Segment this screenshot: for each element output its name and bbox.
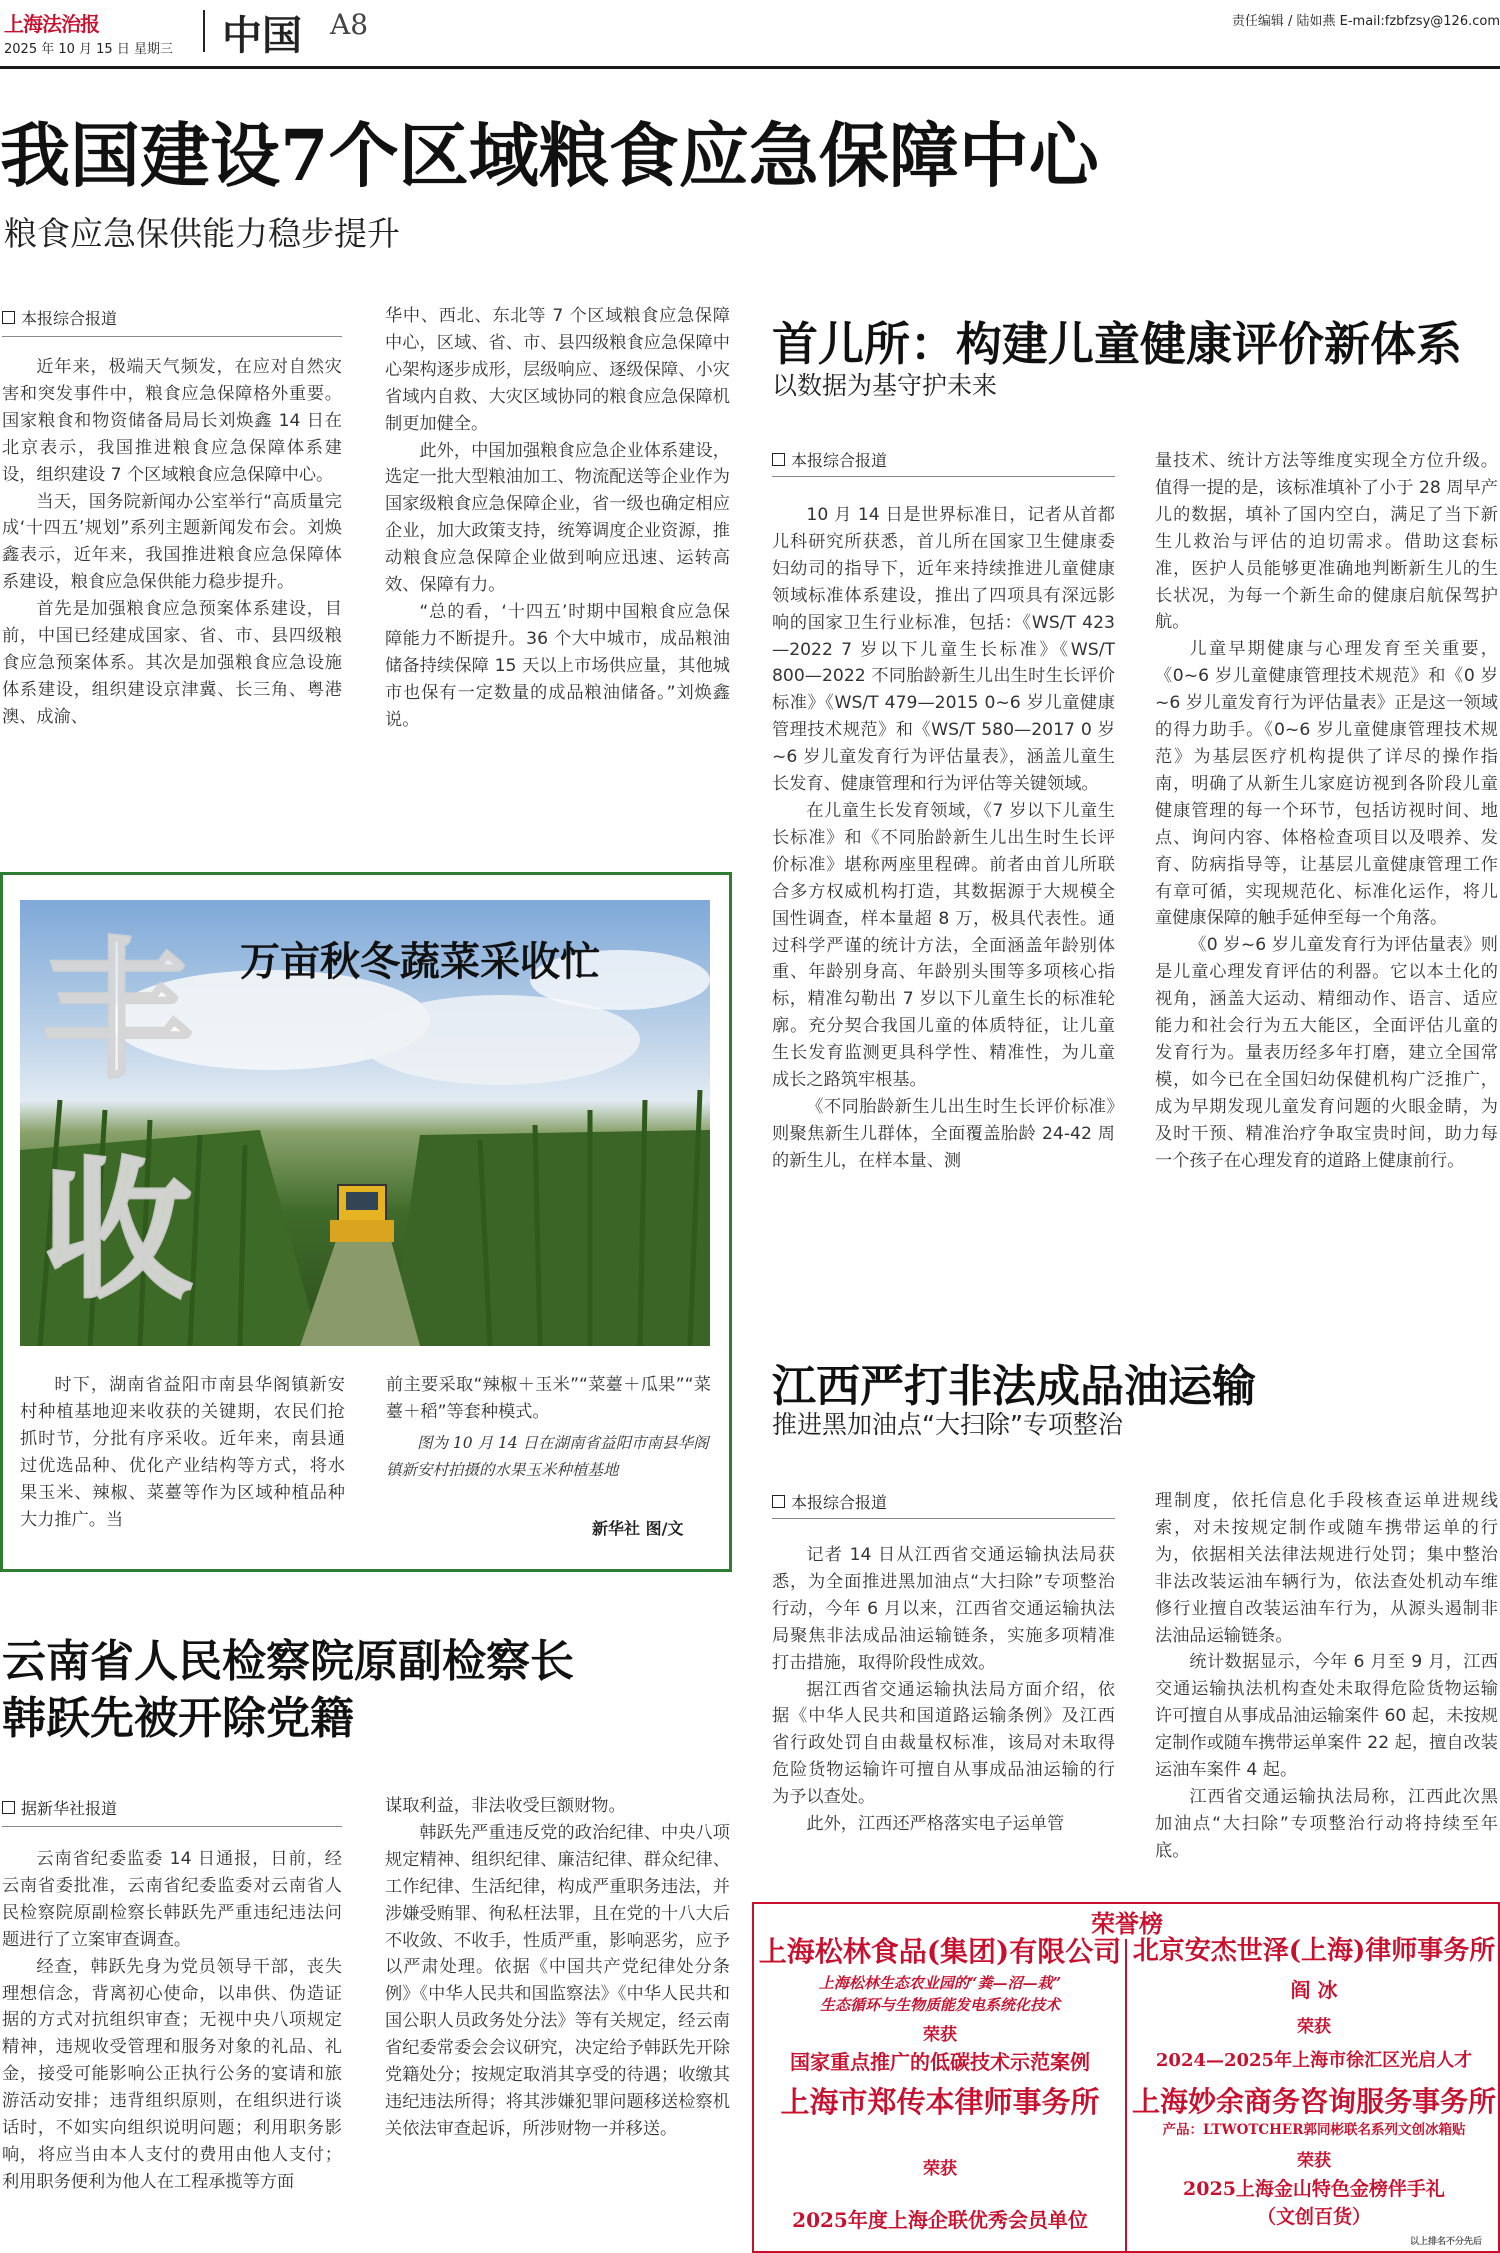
lead-column-2 [385,303,730,818]
children-subhead: 以数据为基守护未来 [772,371,998,400]
ad-2-award: 荣获 [1297,2017,1331,2037]
lead-byline [2,306,117,329]
paragraph: 10 月 14 日是世界标准日，记者从首都儿科研究所获悉，首儿所在国家卫生健康委妇幼司的指导下，近年来持续推进儿童健康领域标准体系建设，推出了四项具有深远影响的国家卫生行业标准，包括：《WS/T 423—2022 7 岁以下儿童生长标准》《WS/T 800—2022 不同胎龄新生儿出生时生长评价标准》《WS/T 479—2015 0~6 岁儿童健康管理技术规范》和《WS/T 580—2017 0 岁~6 岁儿童发育行为评估量表》，涵盖儿童生长发育、健康管理和行为评估等关键领域。 [772,505,1115,795]
yunnan-column-2 [385,1793,730,2251]
byline-rule [2,336,342,337]
paragraph: 前主要采取“辣椒＋玉米”“菜薹＋瓜果”“菜薹＋稻”等套种模式。 [386,1375,711,1422]
paragraph: 江西省交通运输执法局称，江西此次黑加油点“大扫除”专项整治行动将持续至年底。 [1155,1786,1498,1861]
photo-caption-left [20,1372,345,1562]
calligraphy-char-feng: 丰 [42,923,193,1099]
ad-4-award: 荣获 [1297,2151,1331,2171]
lead-subhead: 粮食应急保供能力稳步提升 [4,214,400,253]
paragraph: 华中、西北、东北等 7 个区域粮食应急保障中心，区域、省、市、县四级粮食应急保障中心架构逐步成形，层级响应、逐级保障、小灾省域内自救、大灾区域协同的粮食应急保障机制更加健全。 [385,306,730,434]
paragraph: 在儿童生长发育领域，《7 岁以下儿童生长标准》和《不同胎龄新生儿出生时生长评价标准》堪称两座里程碑。前者由首儿所联合多方权威机构打造，其数据源于大规模全国性调查，样本量超 8 万，极具代表性。通过科学严谨的统计方法，全面涵盖年龄别体重、年龄别身高、年龄别头围等多项核心指标，精准勾勒出 7 岁以下儿童生长的标准轮廓。充分契合我国儿童的体质特征，让儿童生长发育监测更具科学性、精准性，为儿童成长之路筑牢根基。 [772,800,1115,1091]
ad-4-honor-2: （文创百货） [1256,2206,1371,2228]
ad-1-honor: 国家重点推广的低碳技术示范案例 [790,2050,1090,2074]
calligraphy-char-shou: 收 [42,1143,193,1319]
jiangxi-column-2 [1155,1488,1498,1892]
ad-1-line-1: 上海松林生态农业园的“粪—沼—栽” [818,1974,1062,1992]
ad-2-person: 阎 冰 [1290,1978,1338,2002]
paragraph: 统计数据显示，今年 6 月至 9 月，江西交通运输执法机构查处未取得危险货物运输许可擅自从事成品油运输案件 60 起，未按规定制作或随车携带运单案件 22 起，擅自改装运油车案件 4 起。 [1155,1652,1498,1781]
yunnan-byline [2,1796,117,1819]
issue-date: 2025 年 10 月 15 日 星期三 [4,42,173,57]
photo-title: 万亩秋冬蔬菜采收忙 [240,938,600,985]
paragraph: 此外，中国加强粮食应急企业体系建设，选定一批大型粮油加工、物流配送等企业作为国家级粮食应急保障企业，省一级也确定相应企业，加大政策支持，统筹调度企业资源，推动粮食应急保障企业做到响应迅速、运转高效、保障有力。 [385,440,730,596]
paragraph: 当天，国务院新闻办公室举行“高质量完成‘十四五’规划”系列主题新闻发布会。刘焕鑫表示，近年来，我国推进粮食应急保障体系建设，粮食应急保供能力稳步提升。 [2,491,342,593]
byline-box-icon [772,1495,785,1508]
yunnan-headline-line-2: 韩跃先被开除党籍 [2,1693,354,1744]
ad-3-honor: 2025年度上海企联优秀会员单位 [792,2208,1088,2232]
byline-rule [772,476,1115,477]
ad-divider-vertical [1125,1934,1127,2252]
paragraph: 近年来，极端天气频发，在应对自然灾害和突发事件中，粮食应急保障格外重要。国家粮食和物资储备局局长刘焕鑫 14 日在北京表示，我国推进粮食应急保障体系建设，组织建设 7 个区域粮食应急保障中心。 [2,357,342,485]
byline-text: 据新华社报道 [21,1799,118,1818]
jiangxi-subhead: 推进黑加油点“大扫除”专项整治 [772,1410,1123,1439]
ad-banner: 荣誉榜 [1052,1904,1202,1939]
paragraph: 理制度，依托信息化手段核查运单进规线索，对未按规定制作或随车携带运单的行为，依据相关法律法规进行处罚；集中整治非法改装运油车辆行为，依法查处机动车维修行业擅自改装运油车行为，从源头遏制非法油品运输链条。 [1155,1491,1498,1646]
paragraph: “总的看，‘十四五’时期中国粮食应急保障能力不断提升。36 个大中城市，成品粮油储备持续保障 15 天以上市场供应量，其他城市也保有一定数量的成品粮油储备。”刘焕鑫说。 [385,601,730,730]
ad-company-4: 上海妙余商务咨询服务事务所 [1131,2085,1496,2118]
ad-company-2: 北京安杰世泽(上海)律师事务所 [1132,1936,1496,1966]
newspaper-logo: 上海法治报 [4,12,99,36]
jiangxi-byline [772,1490,887,1513]
ad-company-1: 上海松林食品(集团)有限公司 [758,1935,1122,1968]
ad-4-honor-1: 2025上海金山特色金榜伴手礼 [1183,2178,1445,2200]
byline-text: 本报综合报道 [791,1493,888,1512]
byline-box-icon [2,1801,15,1814]
ad-4-product: 产品：LTWOTCHER郭同彬联名系列文创冰箱贴 [1162,2122,1466,2138]
paragraph: 首先是加强粮食应急预案体系建设，目前，中国已经建成国家、省、市、县四级粮食应急预案体系。其次是加强粮食应急设施体系建设，组织建设京津冀、长三角、粤港澳、成渝、 [2,599,342,727]
yunnan-headline-line-1: 云南省人民检察院原副检察长 [2,1636,574,1687]
paragraph: 韩跃先严重违反党的政治纪律、中央八项规定精神、组织纪律、廉洁纪律、群众纪律、工作纪律、生活纪律，构成严重职务违法，并涉嫌受贿罪、徇私枉法罪，且在党的十八大后不收敛、不收手，性质严重，影响恶劣，应予以严肃处理。依据《中国共产党纪律处分条例》《中华人民共和国监察法》《中华人民共和国公职人员政务处分法》等有关规定，经云南省纪委常委会会议研究，决定给予韩跃先开除党籍处分；按规定取消其享受的待遇；收缴其违纪违法所得；将其涉嫌犯罪问题移送检察机关依法审查起诉，所涉财物一并移送。 [385,1822,730,2139]
children-headline: 首儿所：构建儿童健康评价新体系 [772,317,1462,371]
byline-rule [2,1826,342,1827]
lead-headline: 我国建设7个区域粮食应急保障中心 [0,114,1099,197]
byline-rule [772,1518,1115,1519]
yunnan-column-1 [2,1846,342,2251]
paragraph: 儿童早期健康与心理发育至关重要，《0~6 岁儿童健康管理技术规范》和《0 岁~6 岁儿童发育行为评估量表》正是这一领域的得力助手。《0~6 岁儿童健康管理技术规范》为基层医疗机构提供了详尽的操作指南，明确了从新生儿家庭访视到各阶段儿童健康管理的每一个环节，包括访视时间、地点、询问内容、体格检查项目以及喂养、发育、防病指导等，让基层儿童健康管理工作有章可循，实现规范化、标准化运作，将儿童健康保障的触手延伸至每一个角落。 [1155,639,1498,929]
paragraph: 记者 14 日从江西省交通运输执法局获悉，为全面推进黑加油点“大扫除”专项整治行动，今年 6 月以来，江西省交通运输执法局聚焦非法成品油运输链条，实施多项精准打击措施，取得阶段性成效。 [772,1545,1115,1673]
ad-1-award: 荣获 [923,2025,957,2045]
paragraph: 《不同胎龄新生儿出生时生长评价标准》则聚焦新生儿群体，全面覆盖胎龄 24-42 周的新生儿，在样本量、测 [772,1096,1115,1171]
children-column-1 [772,502,1115,1292]
lead-column-1 [2,354,342,814]
section-name: 中国 [222,13,302,59]
jiangxi-column-1 [772,1542,1115,1892]
byline-box-icon [772,453,785,466]
photo-credit: 新华社 图/文 [592,1519,684,1538]
ad-company-3: 上海市郑传本律师事务所 [780,2085,1100,2119]
children-byline [772,448,887,471]
paragraph: 时下，湖南省益阳市南县华阁镇新安村种植基地迎来收获的关键期，农民们抢抓时节，分批有序采收。近年来，南县通过优选品种、优化产业结构等方式，将水果玉米、辣椒、菜薹等作为区域种植品种大力推广。当 [20,1375,345,1530]
masthead-divider [203,10,205,52]
photo-caption-italic: 图为 10 月 14 日在湖南省益阳市南县华阁镇新安村拍摄的水果玉米种植基地 [386,1434,709,1479]
ad-2-honor: 2024—2025年上海市徐汇区光启人才 [1155,2050,1473,2071]
paragraph: 经查，韩跃先身为党员领导干部，丧失理想信念，背离初心使命，以串供、伪造证据的方式对抗组织审查；无视中央八项规定精神，违规收受管理和服务对象的礼品、礼金，接受可能影响公正执行公务的宴请和旅游活动安排；违背组织原则，在组织进行谈话时，不如实向组织说明问题；利用职务影响，将应当由本人支付的费用由他人支付；利用职务便利为他人在工程承揽等方面 [2,1956,342,2192]
paragraph: 此外，江西还严格落实电子运单管 [806,1814,1065,1835]
paragraph: 据江西省交通运输执法局方面介绍，依据《中华人民共和国道路运输条例》及江西省行政处罚自由裁量权标准，该局对未取得危险货物运输许可擅自从事成品油运输的行为予以查处。 [772,1679,1115,1808]
jiangxi-headline: 江西严打非法成品油运输 [772,1361,1256,1412]
paragraph: 量技术、统计方法等维度实现全方位升级。值得一提的是，该标准填补了小于 28 周早产儿的数据，填补了国内空白，满足了当下新生儿救治与评估的迫切需求。借助这套标准，医护人员能够更准确地判断新生儿的生长状况，为每一个新生命的健康启航保驾护航。 [1155,451,1498,633]
page-number: A8 [330,8,369,41]
ad-footnote: 以上排名不分先后 [1409,2237,1482,2247]
honor-ad-block [752,1902,1500,2253]
children-column-2 [1155,448,1498,1293]
byline-text: 本报综合报道 [791,451,888,470]
ad-3-award: 荣获 [923,2159,957,2179]
byline-box-icon [2,311,15,324]
editor-info: 责任编辑 / 陆如燕 E-mail:fzbfzsy@126.com [1231,14,1500,29]
ad-1-line-2: 生态循环与生物质能发电系统化技术 [819,1996,1060,2014]
paragraph: 云南省纪委监委 14 日通报，日前，经云南省委批准，云南省纪委监委对云南省人民检察院原副检察长韩跃先严重违纪违法问题进行了立案审查调查。 [2,1849,342,1950]
paragraph: 《0 岁~6 岁儿童发育行为评估量表》则是儿童心理发育评估的利器。它以本土化的视角，涵盖大运动、精细动作、语言、适应能力和社会行为五大能区，全面评估儿童的发育行为。量表历经多年打磨，建立全国常模，如今已在全国妇幼保健机构广泛推广，成为早期发现儿童发育问题的火眼金睛，为及时干预、精准治疗争取宝贵时间，助力每一个孩子在心理发育的道路上健康前行。 [1155,935,1498,1171]
header-rule [0,66,1500,69]
byline-text: 本报综合报道 [21,309,118,328]
paragraph: 谋取利益，非法收受巨额财物。 [385,1796,626,1816]
